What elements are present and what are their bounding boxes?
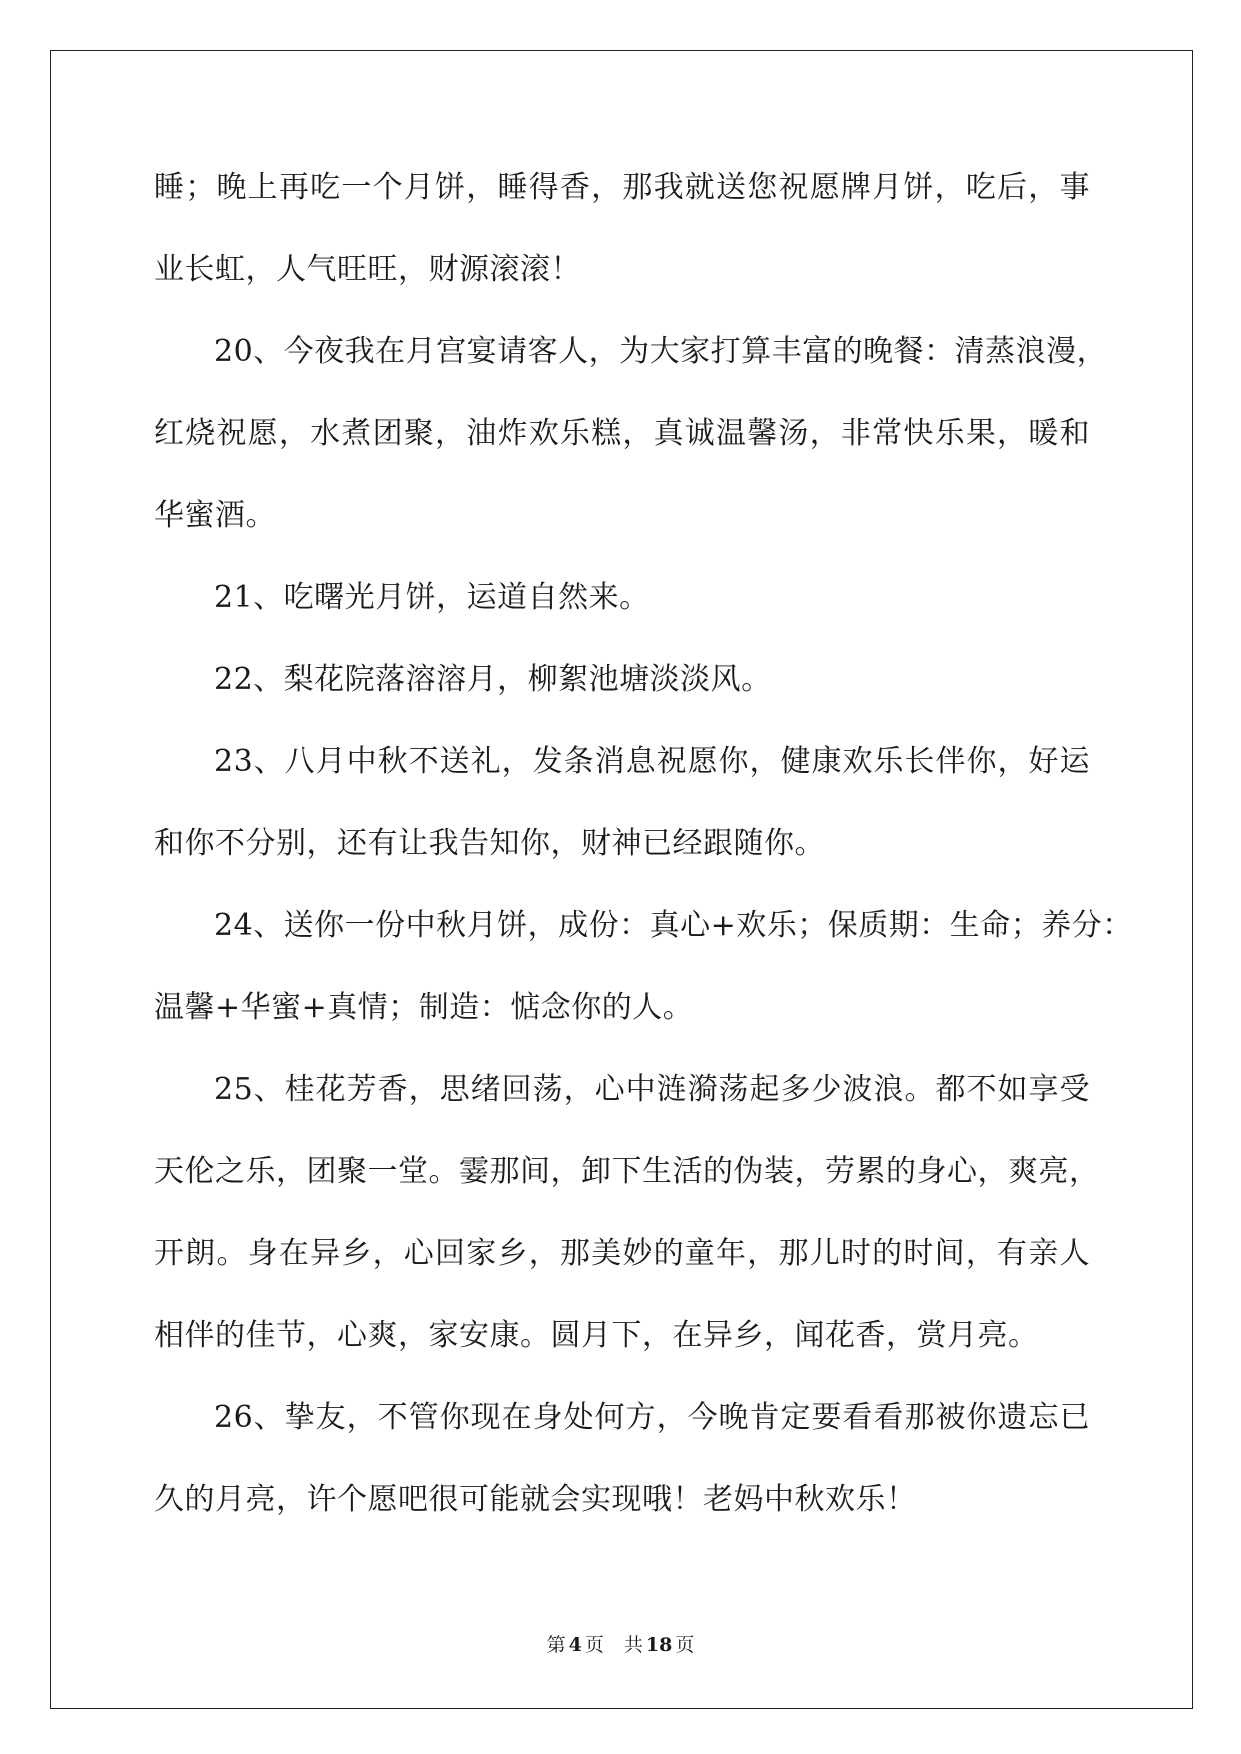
- paragraph-line: 业长虹，人气旺旺，财源滚滚！: [154, 252, 581, 287]
- paragraph-line: 红烧祝愿，水煮团聚，油炸欢乐糕，真诚温馨汤，非常快乐果，暖和: [154, 416, 1090, 451]
- paragraph-line: 久的月亮，许个愿吧很可能就会实现哦！老妈中秋欢乐！: [154, 1482, 917, 1517]
- paragraph: [154, 721, 1090, 885]
- paragraph: [154, 311, 1108, 557]
- paragraph-line: 温馨+华蜜+真情；制造：惦念你的人。: [154, 990, 694, 1025]
- page-footer: [0, 1632, 1241, 1658]
- page-total-number: 18: [645, 1634, 673, 1656]
- paragraph: [154, 639, 1090, 721]
- paragraph-line: 25、桂花芳香，思绪回荡，心中涟漪荡起多少波浪。都不如享受: [214, 1072, 1090, 1107]
- paragraph-line: 23、八月中秋不送礼，发条消息祝愿你，健康欢乐长伴你，好运: [214, 744, 1090, 779]
- page-label-suffix: 页: [584, 1634, 604, 1656]
- paragraph: [154, 1049, 1100, 1377]
- paragraph-line: 24、送你一份中秋月饼，成份：真心+欢乐；保质期：生命；养分：: [214, 908, 1133, 943]
- page-label-prefix: 第: [546, 1634, 566, 1656]
- paragraph-line: 开朗。身在异乡，心回家乡，那美妙的童年，那儿时的时间，有亲人: [154, 1236, 1090, 1271]
- paragraph-line: 和你不分别，还有让我告知你，财神已经跟随你。: [154, 826, 825, 861]
- paragraph: [154, 1377, 1090, 1541]
- paragraph-line: 睡；晚上再吃一个月饼，睡得香，那我就送您祝愿牌月饼，吃后，事: [154, 170, 1090, 205]
- paragraph: [154, 885, 1133, 1049]
- page-current-number: 4: [568, 1634, 582, 1656]
- total-label-prefix: 共: [623, 1634, 643, 1656]
- paragraph: [154, 557, 1090, 639]
- paragraph: [154, 147, 1090, 311]
- paragraph-line: 相伴的佳节，心爽，家安康。圆月下，在异乡，闻花香，赏月亮。: [154, 1318, 1039, 1353]
- paragraph-line: 22、梨花院落溶溶月，柳絮池塘淡淡风。: [214, 662, 772, 697]
- paragraph-line: 21、吃曙光月饼，运道自然来。: [214, 580, 650, 615]
- document-body: [154, 147, 1133, 1541]
- paragraph-line: 26、挚友，不管你现在身处何方，今晚肯定要看看那被你遗忘已: [214, 1400, 1090, 1435]
- paragraph-line: 天伦之乐，团聚一堂。霎那间，卸下生活的伪装，劳累的身心，爽亮，: [154, 1154, 1100, 1189]
- paragraph-line: 华蜜酒。: [154, 498, 276, 533]
- total-label-suffix: 页: [675, 1634, 695, 1656]
- paragraph-line: 20、今夜我在月宫宴请客人，为大家打算丰富的晚餐：清蒸浪漫，: [214, 334, 1108, 369]
